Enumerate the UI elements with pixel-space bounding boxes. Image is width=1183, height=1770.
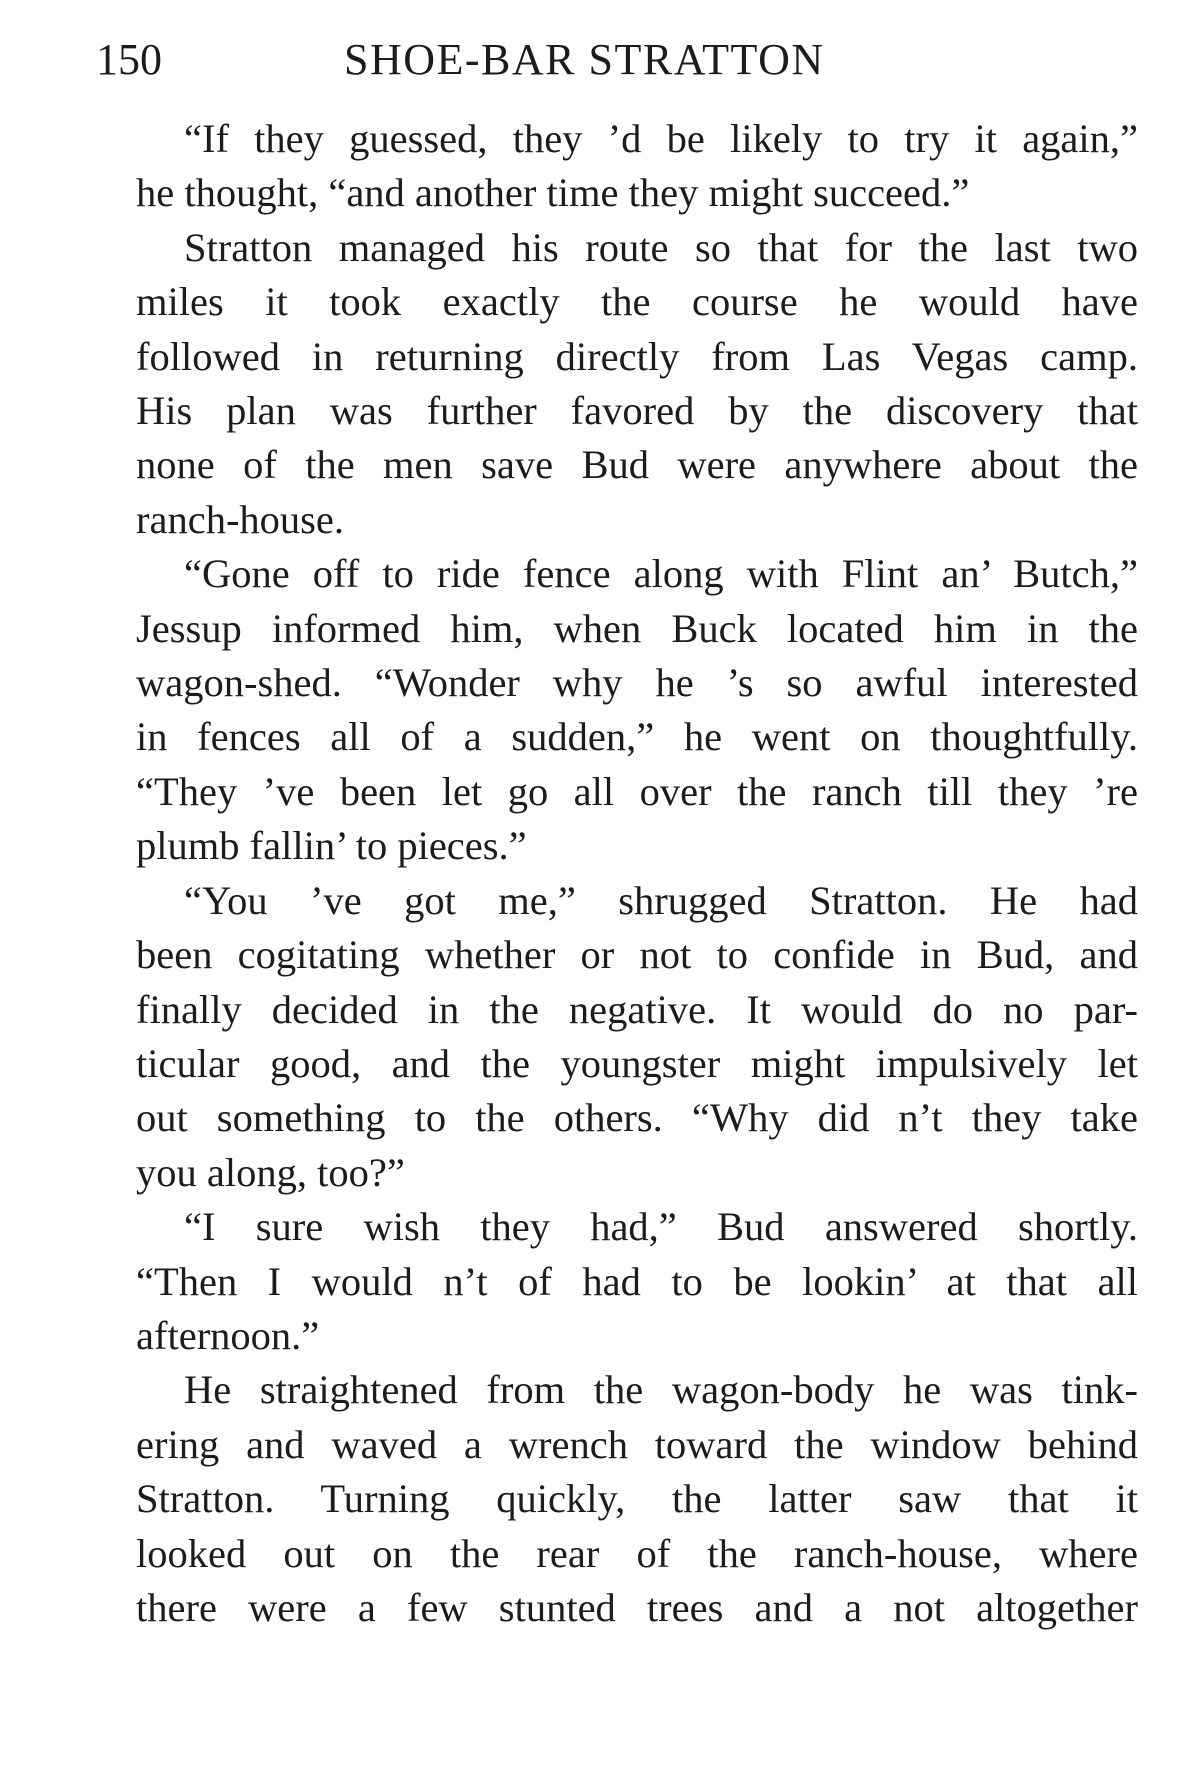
paragraph bbox=[90, 547, 1138, 873]
paragraph bbox=[90, 221, 1138, 547]
text-line: Stratton managed his route so that for the last two bbox=[184, 224, 1138, 270]
text-line: “I sure wish they had,” Bud answered shortly. bbox=[184, 1204, 1138, 1250]
paragraph bbox=[90, 1200, 1138, 1363]
text-line: followed in returning directly from Las Vegas camp. bbox=[136, 333, 1138, 379]
text-line: none of the men save Bud were anywhere about the bbox=[136, 442, 1138, 488]
text-line: he thought, “and another time they might succeed.” bbox=[136, 170, 970, 216]
text-line: been cogitating whether or not to confide in Bud, and bbox=[136, 932, 1138, 978]
text-line: “Gone off to ride fence along with Flint an’ Butch,” bbox=[184, 551, 1138, 597]
text-line: ranch-house. bbox=[136, 496, 345, 542]
text-line: plumb fallin’ to pieces.” bbox=[136, 823, 527, 869]
page-number: 150 bbox=[96, 35, 162, 84]
text-line: Jessup informed him, when Buck located him in the bbox=[136, 605, 1138, 651]
text-line: there were a few stunted trees and a not altogether bbox=[136, 1584, 1138, 1630]
text-line: His plan was further favored by the discovery that bbox=[136, 388, 1138, 434]
paragraph bbox=[90, 1363, 1138, 1635]
text-line: Stratton. Turning quickly, the latter saw that it bbox=[136, 1476, 1138, 1522]
text-line: in fences all of a sudden,” he went on thoughtfully. bbox=[136, 714, 1138, 760]
text-line: “You ’ve got me,” shrugged Stratton. He had bbox=[184, 877, 1138, 923]
text-line: afternoon.” bbox=[136, 1312, 320, 1358]
text-line: ticular good, and the youngster might impulsively let bbox=[136, 1040, 1138, 1086]
text-line: you along, too?” bbox=[136, 1149, 405, 1195]
paragraph bbox=[90, 874, 1138, 1200]
text-line: miles it took exactly the course he would have bbox=[136, 279, 1138, 325]
text-line: “They ’ve been let go all over the ranch till they ’re bbox=[136, 768, 1138, 814]
text-line: “If they guessed, they ’d be likely to try it again,” bbox=[184, 116, 1138, 161]
text-line: wagon-shed. “Wonder why he ’s so awful interested bbox=[136, 660, 1138, 706]
paragraph bbox=[90, 112, 1138, 221]
text-line: looked out on the rear of the ranch-house, where bbox=[136, 1530, 1138, 1576]
text-line: He straightened from the wagon-body he was tink- bbox=[184, 1367, 1138, 1413]
body-text bbox=[90, 112, 1138, 1635]
text-line: ering and waved a wrench toward the window behind bbox=[136, 1421, 1138, 1467]
text-line: “Then I would n’t of had to be lookin’ at that all bbox=[136, 1258, 1138, 1304]
running-head bbox=[96, 30, 1131, 90]
text-line: out something to the others. “Why did n’t they take bbox=[136, 1095, 1138, 1141]
running-title: SHOE-BAR STRATTON bbox=[344, 35, 825, 84]
text-line: finally decided in the negative. It would do no par- bbox=[136, 986, 1138, 1032]
